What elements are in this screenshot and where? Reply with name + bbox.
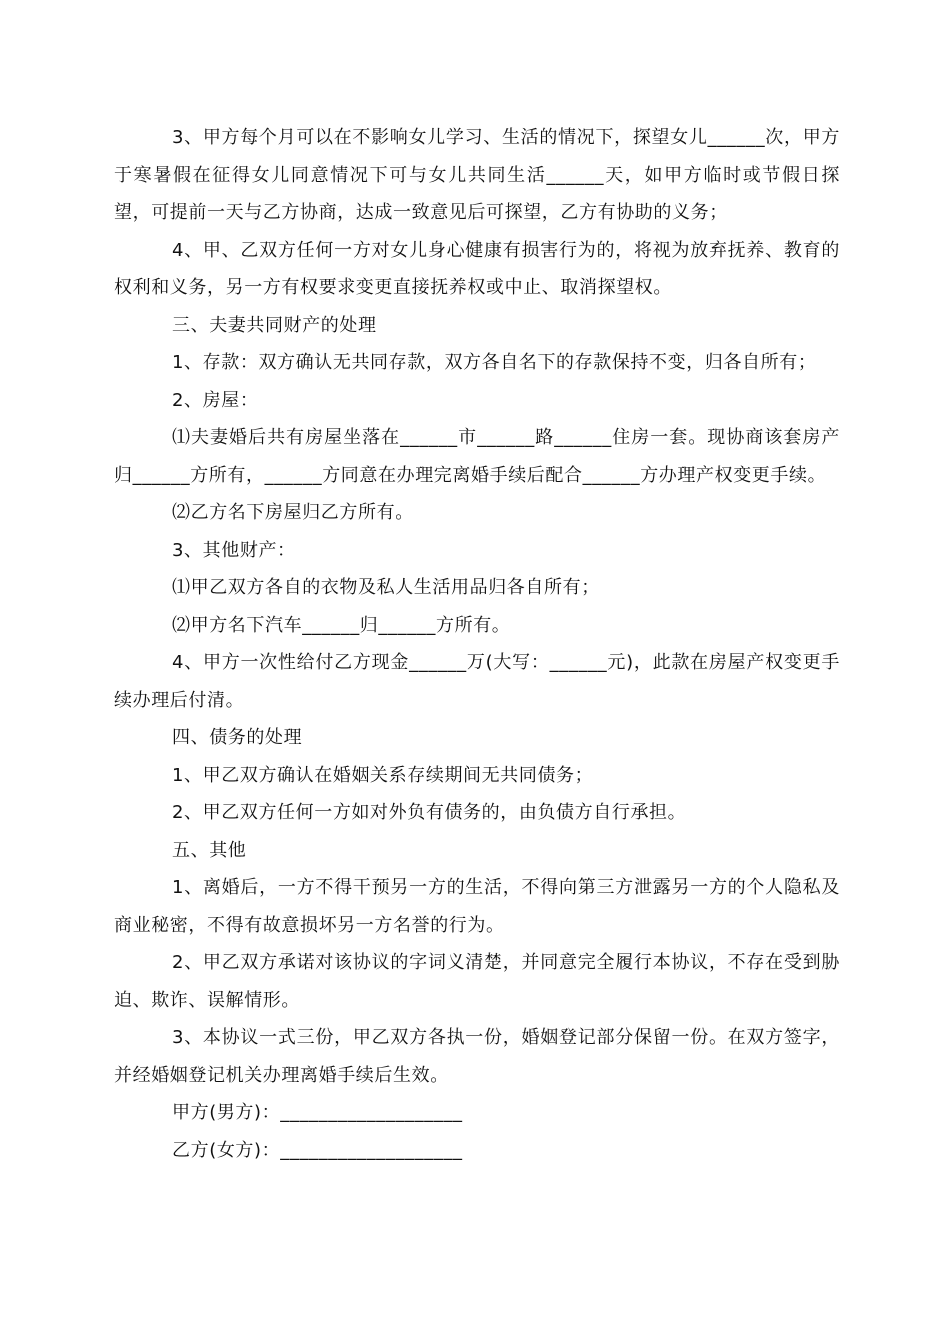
- section-heading-debts: 四、债务的处理: [172, 727, 303, 748]
- document-body: [114, 119, 840, 1169]
- clause-housing-joint-property: ⑴夫妻婚后共有房屋坐落在______市______路______住房一套。现协商该套房产归______方所有，______方同意在办理完离婚手续后配合______方办理产权变更手续。: [114, 427, 840, 486]
- clause-1-non-interference: 1、离婚后，一方不得干预另一方的生活，不得向第三方泄露另一方的个人隐私及商业秘密，不得有故意损坏另一方名誉的行为。: [114, 877, 840, 936]
- clause-3-other-property: 3、其他财产：: [172, 539, 296, 561]
- section-heading-property: 三、夫妻共同财产的处理: [172, 314, 377, 336]
- clause-3-copies-effectiveness: 3、本协议一式三份，甲乙双方各执一份，婚姻登记部分保留一份。在双方签字，并经婚姻登记机关办理离婚手续后生效。: [114, 1027, 840, 1086]
- signature-party-b: 乙方(女方)：___________________: [172, 1139, 463, 1161]
- clause-2-housing: 2、房屋：: [172, 389, 259, 411]
- clause-vehicle: ⑵甲方名下汽车______归______方所有。: [172, 614, 511, 636]
- clause-2-individual-debts: 2、甲乙双方任何一方如对外负有债务的，由负债方自行承担。: [172, 802, 687, 823]
- clause-2-understanding: 2、甲乙双方承诺对该协议的字词义清楚，并同意完全履行本协议，不存在受到胁迫、欺诈、误解情形。: [114, 952, 840, 1011]
- clause-4-cash-payment: 4、甲方一次性给付乙方现金______万(大写：______元)，此款在房屋产权变更手续办理后付清。: [114, 652, 840, 711]
- clause-1-deposits: 1、存款：双方确认无共同存款，双方各自名下的存款保持不变，归各自所有；: [172, 352, 817, 373]
- clause-4-child-welfare: 4、甲、乙双方任何一方对女儿身心健康有损害行为的，将视为放弃抚养、教育的权利和义务，另一方有权要求变更直接抚养权或中止、取消探望权。: [114, 239, 840, 298]
- clause-1-no-joint-debts: 1、甲乙双方确认在婚姻关系存续期间无共同债务；: [172, 764, 594, 786]
- clause-personal-items: ⑴甲乙双方各自的衣物及私人生活用品归各自所有；: [172, 577, 600, 598]
- clause-3-visitation: 3、甲方每个月可以在不影响女儿学习、生活的情况下，探望女儿______次，甲方于寒暑假在征得女儿同意情况下可与女儿共同生活______天，如甲方临时或节假日探望，可提前一天与乙方协商，达成一致意见后可探望，乙方有协助的义务；: [114, 127, 840, 223]
- clause-housing-party-b: ⑵乙方名下房屋归乙方所有。: [172, 502, 414, 523]
- signature-party-a: 甲方(男方)：___________________: [172, 1102, 463, 1123]
- section-heading-other: 五、其他: [172, 839, 247, 861]
